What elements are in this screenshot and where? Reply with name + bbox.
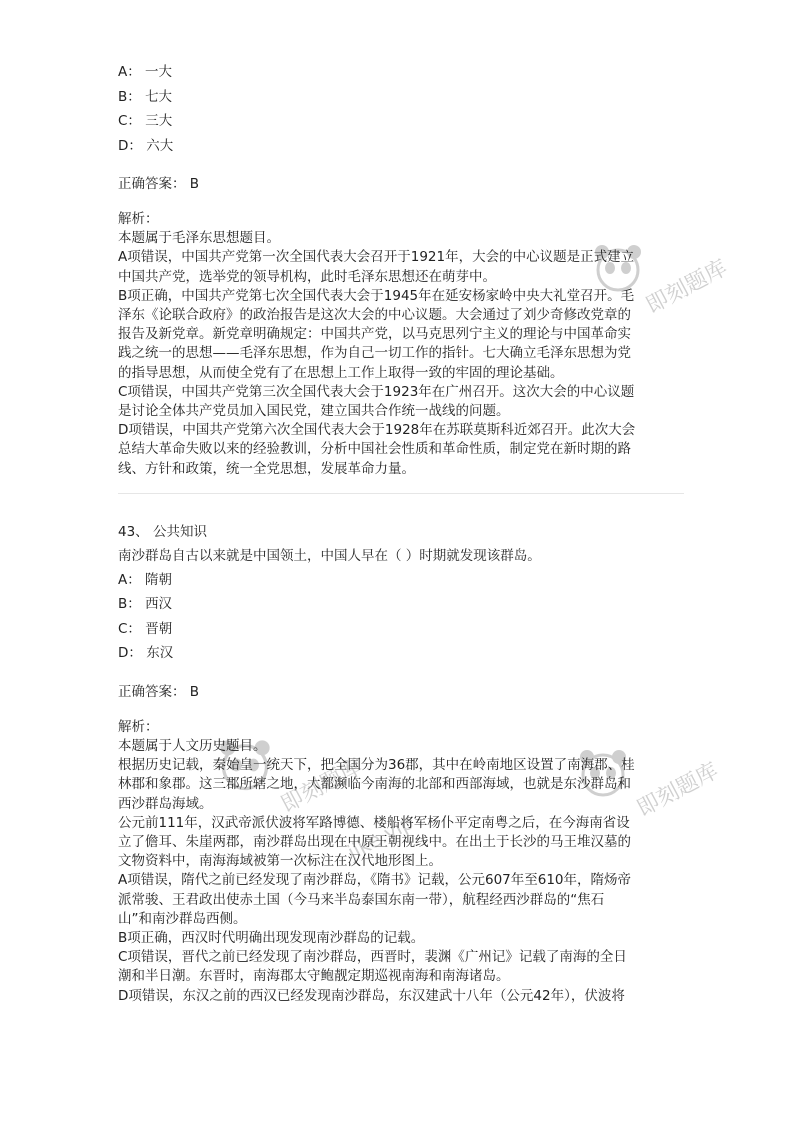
analysis-line: A项错误，隋代之前已经发现了南沙群岛，《隋书》记载，公元607年至610年，隋炀帝 xyxy=(118,872,632,889)
analysis-line: B项正确，西汉时代明确出现发现南沙群岛的记载。 xyxy=(118,930,425,947)
q43-analysis xyxy=(118,718,684,1006)
analysis-line: D项错误，东汉之前的西汉已经发现南沙群岛，东汉建武十八年（公元42年），伏波将 xyxy=(118,987,625,1004)
analysis-line: 总结大革命失败以来的经验教训，分析中国社会性质和革命性质，制定党在新时期的路 xyxy=(118,441,631,458)
analysis-label: 解析： xyxy=(118,718,159,735)
q43-option-c: C： 晋朝 xyxy=(118,620,173,637)
question-number: 43、 xyxy=(118,523,149,540)
watermark-subtext: jike.vip xyxy=(343,809,418,865)
analysis-line: 潮和半日潮。东晋时，南海郡太守鲍靓定期巡视南海和南海诸岛。 xyxy=(118,968,510,985)
analysis-line: 文物资料中，南海海域被第一次标注在汉代地形图上。 xyxy=(118,853,442,870)
analysis-line: C项错误，中国共产党第三次全国代表大会于1923年在广州召开。这次大会的中心议题 xyxy=(118,383,635,400)
analysis-line: B项正确，中国共产党第七次全国代表大会于1945年在延安杨家岭中央大礼堂召开。毛 xyxy=(118,287,635,304)
analysis-line: 是讨论全体共产党员加入国民党，建立国共合作统一战线的问题。 xyxy=(118,403,510,420)
analysis-line: 中国共产党，选举党的领导机构，此时毛泽东思想还在萌芽中。 xyxy=(118,268,496,285)
q42-option-b: B： 七大 xyxy=(118,88,173,105)
watermark-text: 即刻题库 xyxy=(277,754,367,818)
q43-options xyxy=(118,568,684,666)
q42-correct-answer: 正确答案： B xyxy=(118,176,200,192)
analysis-line: 践之统一的思想——毛泽东思想，作为自己一切工作的指针。七大确立毛泽东思想为党 xyxy=(118,345,631,362)
q43-option-b: B： 西汉 xyxy=(118,596,173,613)
q42-option-d: D： 六大 xyxy=(118,137,174,154)
analysis-line: 的指导思想，从而使全党有了在思想上工作上取得一致的牢固的理论基础。 xyxy=(118,364,564,381)
analysis-line: 线、方针和政策，统一全党思想，发展革命力量。 xyxy=(118,460,415,477)
document-page xyxy=(118,60,684,1006)
analysis-line: 立了儋耳、朱崖两郡，南沙群岛出现在中原王朝视线中。在出土于长沙的马王堆汉墓的 xyxy=(118,834,631,851)
analysis-line: 泽东《论联合政府》的政治报告是这次大会的中心议题。大会通过了刘少奇修改党章的 xyxy=(118,307,631,324)
watermark-text: 即刻题库 xyxy=(633,758,723,822)
q43-stem: 南沙群岛自古以来就是中国领土，中国人早在（ ）时期就发现该群岛。 xyxy=(118,547,541,564)
question-divider xyxy=(118,493,684,494)
analysis-line: D项错误，中国共产党第六次全国代表大会于1928年在苏联莫斯科近郊召开。此次大会 xyxy=(118,422,636,439)
analysis-line: C项错误，晋代之前已经发现了南沙群岛，西晋时，裴渊《广州记》记载了南海的全日 xyxy=(118,949,627,966)
q43-option-d: D： 东汉 xyxy=(118,645,174,662)
q43-option-a: A： 隋朝 xyxy=(118,571,173,588)
q42-option-a: A： 一大 xyxy=(118,64,173,80)
analysis-line: 报告及新党章。新党章明确规定：中国共产党，以马克思列宁主义的理论与中国革命实 xyxy=(118,326,631,343)
analysis-line: 本题属于人文历史题目。 xyxy=(118,738,267,755)
q43-header xyxy=(118,520,684,544)
analysis-label: 解析： xyxy=(118,211,159,227)
analysis-line: 山”和南沙群岛西侧。 xyxy=(118,910,247,927)
analysis-line: 公元前111年，汉武帝派伏波将军路博德、楼船将军杨仆平定南粤之后，在今海南省设 xyxy=(118,814,630,831)
analysis-line: 派常骏、王君政出使赤土国（今马来半岛泰国东南一带），航程经西沙群岛的“焦石 xyxy=(118,891,605,908)
analysis-line: 林郡和象郡。这三郡所辖之地，大都濒临今南海的北部和西部海域，也就是东沙群岛和 xyxy=(118,776,631,793)
watermark-text: 即刻题库 xyxy=(642,255,732,319)
q42-options xyxy=(118,60,684,158)
analysis-line: 本题属于毛泽东思想题目。 xyxy=(118,230,280,247)
q42-option-c: C： 三大 xyxy=(118,113,173,129)
analysis-line: 西沙群岛海域。 xyxy=(118,795,213,812)
q43-correct-answer: 正确答案： B xyxy=(118,683,200,700)
q42-analysis xyxy=(118,210,684,479)
analysis-line: 根据历史记载，秦始皇一统天下，把全国分为36郡，其中在岭南地区设置了南海郡、桂 xyxy=(118,757,635,774)
question-category: 公共知识 xyxy=(152,523,207,540)
analysis-line: A项错误，中国共产党第一次全国代表大会召开于1921年，大会的中心议题是正式建立 xyxy=(118,249,635,266)
